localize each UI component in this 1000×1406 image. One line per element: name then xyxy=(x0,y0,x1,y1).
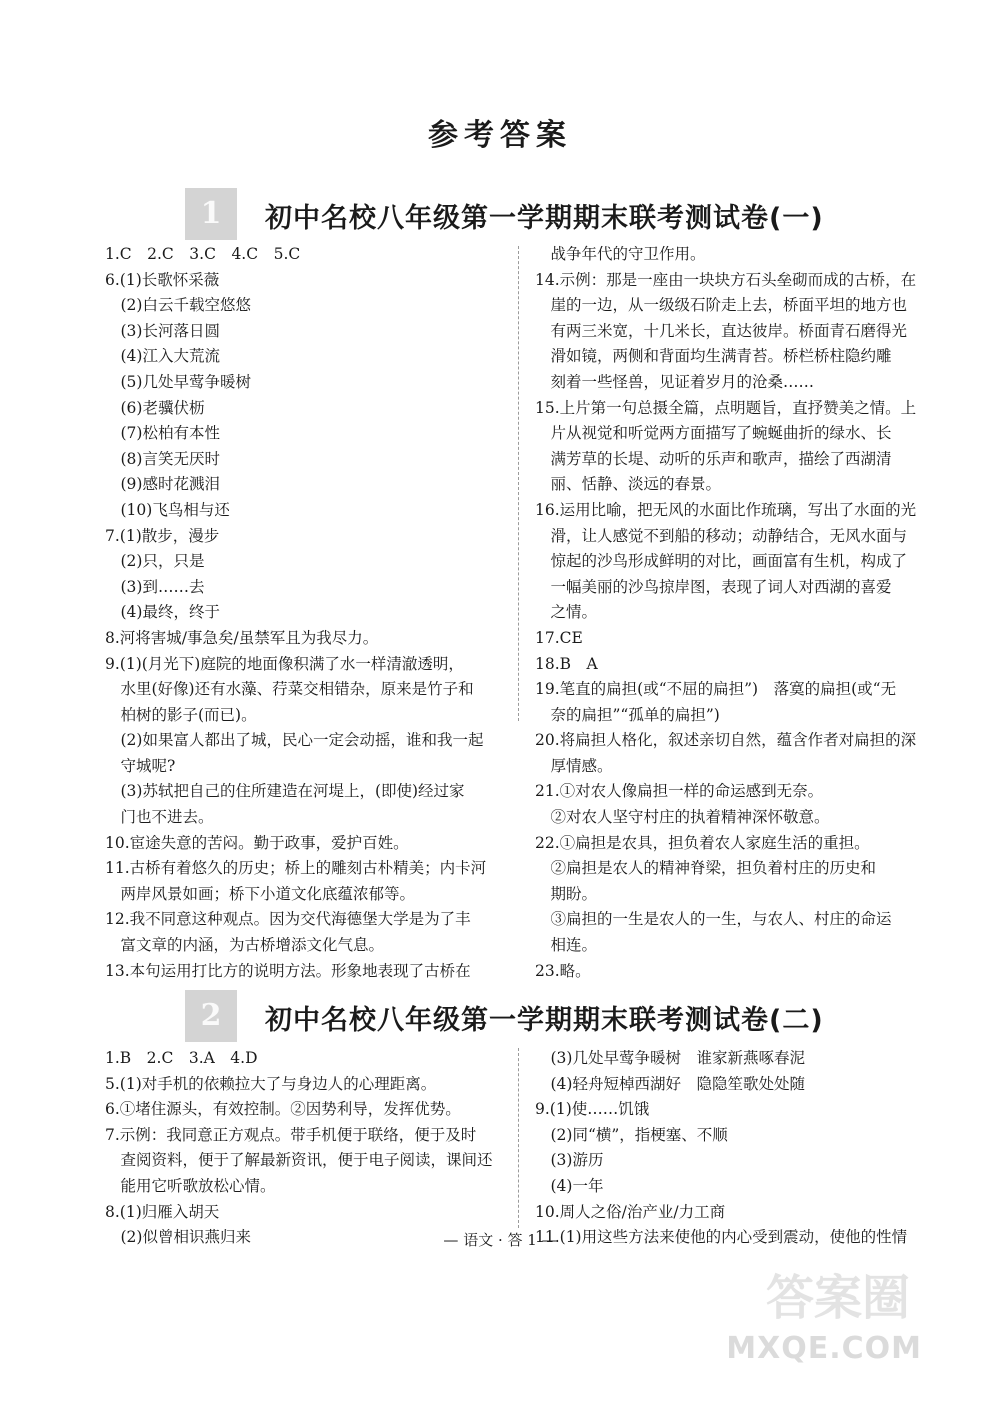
answer-line: 21.①对农人像扁担一样的命运感到无奈。 xyxy=(535,782,824,801)
answer-line: (3)到……去 xyxy=(105,577,205,596)
answer-line: 崖的一边，从一级级石阶走上去，桥面平坦的地方也 xyxy=(535,296,908,315)
answer-line: 10.宦途失意的苦闷。勤于政事，爱护百姓。 xyxy=(105,833,409,852)
answer-line: 门也不进去。 xyxy=(105,808,214,827)
answer-line: (3)游历 xyxy=(535,1151,604,1170)
watermark xyxy=(720,1238,940,1388)
answer-line: 刻着一些怪兽，见证着岁月的沧桑…… xyxy=(535,372,815,391)
answer-line: (2)同“横”，指梗塞、不顺 xyxy=(535,1125,728,1144)
answer-line: 丽、恬静、淡远的春景。 xyxy=(535,475,722,494)
section-2-right-column xyxy=(535,1046,935,1251)
answer-line: 20.将扁担人格化，叙述亲切自然，蕴含作者对扁担的深 xyxy=(535,731,917,750)
answer-line: 15.上片第一句总摄全篇，点明题旨，直抒赞美之情。上 xyxy=(535,398,917,417)
answer-line: 战争年代的守卫作用。 xyxy=(535,245,706,263)
answer-line: (4)一年 xyxy=(535,1176,604,1195)
answer-line: 1.C 2.C 3.C 4.C 5.C xyxy=(105,245,301,263)
answer-line: 13.本句运用打比方的说明方法。形象地表现了古桥在 xyxy=(105,961,471,980)
section-2-title: 初中名校八年级第一学期期末联考测试卷(二) xyxy=(265,1005,824,1036)
answer-line: 18.B A xyxy=(535,654,598,673)
answer-line: (2)白云千载空悠悠 xyxy=(105,296,251,315)
answer-line: 满芳草的长堤、动听的乐声和歌声，描绘了西湖清 xyxy=(535,449,892,468)
answer-line: 16.运用比喻，把无风的水面比作琉璃，写出了水面的光 xyxy=(535,500,917,519)
column-divider-1 xyxy=(518,246,519,721)
section-1-title: 初中名校八年级第一学期期末联考测试卷(一) xyxy=(265,203,824,234)
answer-line: 19.笔直的扁担(或“不屈的扁担”) 落寞的扁担(或“无 xyxy=(535,680,897,699)
answer-line: 8.(1)归雁入胡天 xyxy=(105,1202,220,1221)
answer-line: 8.河将害城/事急矣/虽禁军且为我尽力。 xyxy=(105,628,379,647)
answer-line: 6.(1)长歌怀采薇 xyxy=(105,270,220,289)
answer-line: 10.周人之俗/治产业/力工商 xyxy=(535,1202,726,1221)
answer-line: (8)言笑无厌时 xyxy=(105,449,220,468)
answer-line: 17.CE xyxy=(535,628,583,647)
answer-line: (2)只，只是 xyxy=(105,552,205,571)
answer-line: 9.(1)(月光下)庭院的地面像积满了水一样清澈透明， xyxy=(105,654,464,673)
answer-line: ②扁担是农人的精神脊梁，担负着村庄的历史和 xyxy=(535,859,877,878)
answer-line: 有两三米宽，十几米长，直达彼岸。桥面青石磨得光 xyxy=(535,321,908,340)
answer-line: 11.(1)用这些方法来使他的内心受到震动，使他的性情 xyxy=(535,1228,908,1247)
answer-line: 守城呢? xyxy=(105,756,176,775)
answer-line: 22.①扁担是农具，担负着农人家庭生活的重担。 xyxy=(535,833,870,852)
section-2-header xyxy=(185,990,885,1042)
answer-line: (4)轻舟短棹西湖好 隐隐笙歌处处随 xyxy=(535,1074,805,1093)
answer-line: (3)长河落日圆 xyxy=(105,321,220,340)
section-1-header xyxy=(185,188,885,240)
watermark-logo: 答案圈 xyxy=(765,1270,910,1326)
answer-line: 11.古桥有着悠久的历史；桥上的雕刻古朴精美；内卡河 xyxy=(105,859,487,878)
answer-line: ②对农人坚守村庄的执着精神深怀敬意。 xyxy=(535,808,830,827)
answer-line: 14.示例：那是一座由一块块方石头垒砌而成的古桥，在 xyxy=(535,270,917,289)
answer-line: 两岸风景如画；桥下小道文化底蕴浓郁等。 xyxy=(105,884,416,903)
answer-line: 23.略。 xyxy=(535,961,591,980)
answer-line: (6)老骥伏枥 xyxy=(105,398,205,417)
answer-line: (9)感时花溅泪 xyxy=(105,475,220,494)
answer-line: 片从视觉和听觉两方面描写了蜿蜒曲折的绿水、长 xyxy=(535,424,892,443)
page-title: 参考答案 xyxy=(428,118,572,153)
section-1-right-column xyxy=(535,242,935,984)
answer-line: (4)最终，终于 xyxy=(105,603,220,622)
answer-line: 奈的扁担”“孤单的扁担”) xyxy=(535,705,720,724)
answer-line: 5.(1)对手机的依赖拉大了与身边人的心理距离。 xyxy=(105,1074,437,1093)
answer-line: 7.示例：我同意正方观点。带手机便于联络，便于及时 xyxy=(105,1125,477,1144)
answer-line: (10)飞鸟相与还 xyxy=(105,500,230,519)
answer-line: 7.(1)散步，漫步 xyxy=(105,526,220,545)
answer-line: (2)如果富人都出了城，民心一定会动摇，谁和我一起 xyxy=(105,731,484,750)
answer-line: 期盼。 xyxy=(535,884,598,903)
column-divider-2 xyxy=(518,1048,519,1228)
answer-line: 惊起的沙鸟形成鲜明的对比，画面富有生机，构成了 xyxy=(535,552,908,571)
section-1-number-badge: 1 xyxy=(185,188,237,240)
answer-line: 能用它听歌放松心情。 xyxy=(105,1176,276,1195)
section-2-number-badge: 2 xyxy=(185,990,237,1042)
answer-line: ③扁担的一生是农人的一生，与农人、村庄的命运 xyxy=(535,910,892,929)
answer-line: 水里(好像)还有水藻、荇菜交相错杂，原来是竹子和 xyxy=(105,680,474,699)
answer-line: (5)几处早莺争暖树 xyxy=(105,372,251,391)
answer-line: 之情。 xyxy=(535,603,598,622)
answer-line: (2)似曾相识燕归来 xyxy=(105,1228,251,1247)
answer-line: (3)苏轼把自己的住所建造在河堤上，(即使)经过家 xyxy=(105,782,465,801)
answer-line: (3)几处早莺争暖树 谁家新燕啄春泥 xyxy=(535,1049,805,1067)
answer-line: (4)江入大荒流 xyxy=(105,347,220,366)
answer-line: 12.我不同意这种观点。因为交代海德堡大学是为了丰 xyxy=(105,910,471,929)
answer-line: 柏树的影子(而已)。 xyxy=(105,705,257,724)
answer-line: 滑，让人感觉不到船的移动；动静结合，无风水面与 xyxy=(535,526,908,545)
answer-line: 滑如镜，两侧和背面均生满青苔。桥栏桥柱隐约雕 xyxy=(535,347,892,366)
answer-line: 查阅资料，便于了解最新资讯，便于电子阅读，课间还 xyxy=(105,1151,493,1170)
section-1-left-column xyxy=(105,242,510,984)
answer-line: 1.B 2.C 3.A 4.D xyxy=(105,1049,258,1067)
section-2-left-column xyxy=(105,1046,510,1251)
answer-line: 6.①堵住源头，有效控制。②因势利导，发挥优势。 xyxy=(105,1100,461,1119)
watermark-url: MXQE.COM xyxy=(726,1331,922,1366)
answer-line: 富文章的内涵，为古桥增添文化气息。 xyxy=(105,936,385,955)
answer-line: 一幅美丽的沙鸟掠岸图，表现了词人对西湖的喜爱 xyxy=(535,577,892,596)
answer-line: 9.(1)使……饥饿 xyxy=(535,1100,650,1119)
answer-line: 厚情感。 xyxy=(535,756,613,775)
answer-line: 相连。 xyxy=(535,936,598,955)
answer-line: (7)松柏有本性 xyxy=(105,424,220,443)
page-footer: — 语文 · 答 1 — xyxy=(443,1231,557,1249)
